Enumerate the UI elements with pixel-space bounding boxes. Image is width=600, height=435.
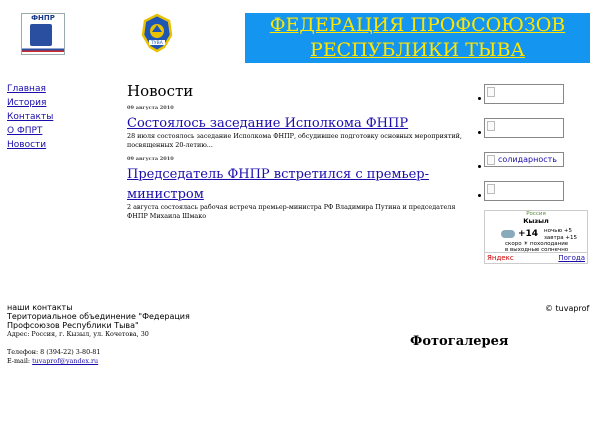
email-label: E-mail: <box>7 357 33 365</box>
org-name-line1: Териториальное объединение "Федерация <box>7 312 190 321</box>
weather-city: Кызыл <box>523 217 549 225</box>
solidarnost-link[interactable]: солидарность <box>498 155 558 164</box>
right-link-list <box>484 84 564 215</box>
weather-forecast-line2: в выходные солнечно <box>505 247 569 253</box>
copyright: © tuvaprof <box>545 304 590 313</box>
bullet-icon <box>478 194 481 197</box>
news-date: 09 августа 2010 <box>127 105 174 111</box>
tuva-emblem-logo <box>140 13 174 53</box>
nav-item-about[interactable]: О ФПРТ <box>7 126 43 136</box>
news-section-title: Новости <box>127 82 194 100</box>
weather-divider <box>485 252 587 253</box>
banner-title-line1[interactable]: ФЕДЕРАЦИЯ ПРОФСОЮЗОВ <box>269 14 566 36</box>
left-nav <box>7 84 53 154</box>
phone: Телефон: 8 (394-22) 3-80-81 <box>7 348 101 356</box>
weather-tomorrow: завтра +15 <box>544 235 577 241</box>
partner-link-box[interactable] <box>484 84 564 104</box>
fnpr-logo <box>21 13 65 55</box>
gallery-title: Фотогалерея <box>410 334 509 349</box>
weather-temp: +14 <box>518 229 539 239</box>
header-banner <box>245 13 590 63</box>
contacts-heading: наши контакты <box>7 303 73 312</box>
email-link[interactable]: tuvaprof@yandex.ru <box>32 357 99 365</box>
news-title-link[interactable]: Состоялось заседание Исполкома ФНПР <box>127 116 409 131</box>
banner-title-line2[interactable]: РЕСПУБЛИКИ ТЫВА <box>310 39 525 61</box>
news-item <box>127 105 472 150</box>
footer-contacts <box>7 303 307 366</box>
fnpr-logo-text: ФНПР <box>31 14 55 22</box>
flag-stripe-icon <box>22 47 64 52</box>
nav-item-home[interactable]: Главная <box>7 84 46 94</box>
news-summary: 28 июля состоялось заседание Исполкома ФНПР, обсудившее подготовку основных мероприятий, посвященных 20-летию... <box>127 132 462 149</box>
bullet-icon <box>478 131 481 134</box>
news-item <box>127 156 472 221</box>
fnpr-emblem-icon <box>30 24 52 46</box>
weather-widget[interactable] <box>484 210 588 264</box>
yandex-logo[interactable]: Яндекс <box>487 254 514 262</box>
news-title-link[interactable]: Председатель ФНПР встретился с премьер-министром <box>127 167 430 202</box>
address: Адрес: Россия, г. Кызыл, ул. Кочетова, 30 <box>7 330 149 338</box>
partner-link-box[interactable] <box>484 181 564 201</box>
weather-link[interactable]: Погода <box>558 254 585 262</box>
broken-image-icon <box>487 184 495 194</box>
partner-link-box[interactable] <box>484 152 564 167</box>
weather-night: ночью +5 <box>544 228 572 234</box>
broken-image-icon <box>487 155 495 165</box>
cloud-icon <box>501 230 515 238</box>
bullet-icon <box>478 97 481 100</box>
news-list <box>127 105 472 227</box>
nav-item-contacts[interactable]: Контакты <box>7 112 54 122</box>
nav-item-news[interactable]: Новости <box>7 140 47 150</box>
weather-forecast-line1: скоро ☀ похолодание <box>505 241 569 247</box>
broken-image-icon <box>487 87 495 97</box>
news-date: 09 августа 2010 <box>127 156 174 162</box>
bullet-icon <box>478 165 481 168</box>
partner-link-box[interactable] <box>484 118 564 138</box>
tuva-logo-text: ТУВА <box>151 41 163 46</box>
org-name-line2: Профсоюзов Республики Тыва" <box>7 321 139 330</box>
broken-image-icon <box>487 121 495 131</box>
weather-country: Россия <box>526 211 546 217</box>
nav-item-history[interactable]: История <box>7 98 47 108</box>
news-summary: 2 августа состоялась рабочая встреча премьер-министра РФ Владимира Путина и председателя ФНПР Михаила Шмако <box>127 203 456 220</box>
